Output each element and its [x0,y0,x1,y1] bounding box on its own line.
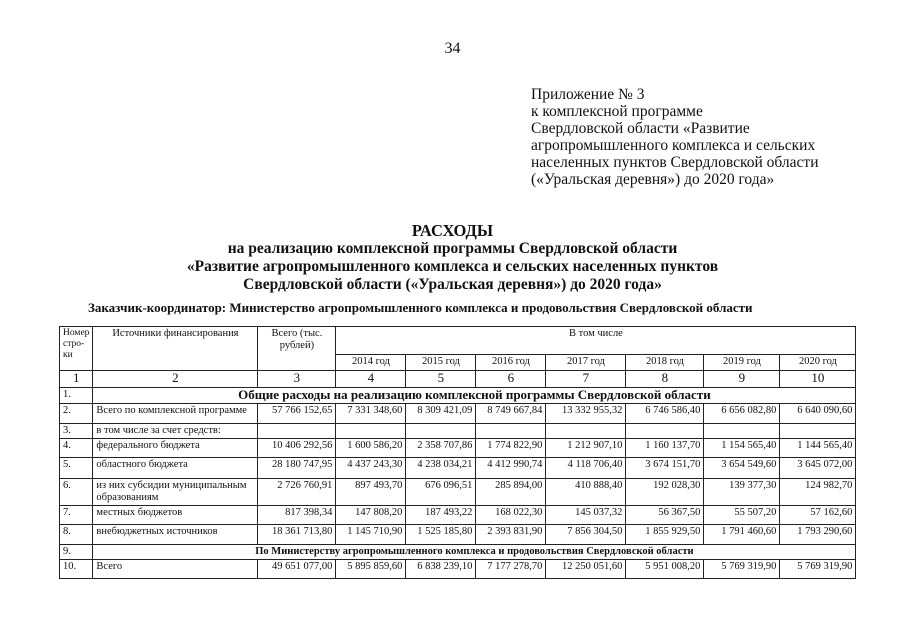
year-value: 1 774 822,90 [476,439,546,458]
year-value [476,424,546,439]
header-year: 2016 год [476,355,546,371]
year-value: 7 177 278,70 [476,560,546,579]
document-title [0,222,905,294]
year-value: 55 507,20 [704,506,780,525]
year-value [780,424,856,439]
year-value [336,424,406,439]
year-value: 124 982,70 [780,479,856,506]
section-title: Общие расходы на реализацию комплексной программы Свердловской области [93,388,856,404]
table-row [60,560,856,579]
row-number: 7. [60,506,93,525]
year-value: 1 793 290,60 [780,525,856,545]
year-value: 3 645 072,00 [780,458,856,479]
year-value [626,424,704,439]
column-number: 9 [704,371,780,388]
year-value: 56 367,50 [626,506,704,525]
header-source: Источники финансирования [93,327,258,371]
header-row-number: Номер стро-ки [60,327,93,371]
row-number: 5. [60,458,93,479]
year-value: 6 838 239,10 [406,560,476,579]
table-row [60,506,856,525]
year-value: 4 437 243,30 [336,458,406,479]
year-value: 187 493,22 [406,506,476,525]
header-year: 2019 год [704,355,780,371]
year-value: 676 096,51 [406,479,476,506]
year-value: 1 212 907,10 [546,439,626,458]
appendix-note [531,86,819,188]
header-total: Всего (тыс. рублей) [258,327,336,371]
expenses-table [59,326,856,579]
year-value: 57 162,60 [780,506,856,525]
appendix-line: к комплексной программе [531,103,703,120]
year-value: 410 888,40 [546,479,626,506]
year-value: 1 154 565,40 [704,439,780,458]
year-value: 145 037,32 [546,506,626,525]
year-value: 2 393 831,90 [476,525,546,545]
header-including: В том числе [336,327,856,355]
table-row [60,525,856,545]
total-value: 57 766 152,65 [258,404,336,424]
table-row [60,479,856,506]
year-value: 3 654 549,60 [704,458,780,479]
total-value: 28 180 747,95 [258,458,336,479]
section-row [60,388,856,404]
table-row [60,458,856,479]
year-value: 7 856 304,50 [546,525,626,545]
header-year: 2015 год [406,355,476,371]
year-value: 5 951 008,20 [626,560,704,579]
customer-coordinator: Заказчик-координатор: Министерство агропромышленного комплекса и продовольствия Свердловской области [88,300,753,315]
year-value: 1 791 460,60 [704,525,780,545]
row-number: 6. [60,479,93,506]
appendix-line: населенных пунктов Свердловской области [531,154,819,171]
appendix-line: Приложение № 3 [531,86,645,103]
page-number: 34 [444,40,461,57]
year-value: 4 238 034,21 [406,458,476,479]
year-value: 8 749 667,84 [476,404,546,424]
row-number: 1. [60,388,93,404]
total-value: 817 398,34 [258,506,336,525]
funding-source: Всего [93,560,258,579]
year-value: 1 855 929,50 [626,525,704,545]
year-value: 5 769 319,90 [780,560,856,579]
year-value: 285 894,00 [476,479,546,506]
column-number: 6 [476,371,546,388]
year-value: 139 377,30 [704,479,780,506]
table-row [60,424,856,439]
year-value [406,424,476,439]
funding-source: областного бюджета [93,458,258,479]
column-number: 4 [336,371,406,388]
column-number: 8 [626,371,704,388]
header-year: 2018 год [626,355,704,371]
table-row [60,404,856,424]
year-value: 6 656 082,80 [704,404,780,424]
year-value: 4 118 706,40 [546,458,626,479]
column-number: 3 [258,371,336,388]
row-number: 8. [60,525,93,545]
column-number: 5 [406,371,476,388]
funding-source: внебюджетных источников [93,525,258,545]
column-number: 7 [546,371,626,388]
appendix-line: агропромышленного комплекса и сельских [531,137,816,154]
appendix-line: Свердловской области «Развитие [531,120,750,137]
table-row [60,439,856,458]
year-value: 192 028,30 [626,479,704,506]
column-number: 1 [60,371,93,388]
funding-source: Всего по комплексной программе [93,404,258,424]
year-value: 3 674 151,70 [626,458,704,479]
section-title: По Министерству агропромышленного комплекса и продовольствия Свердловской области [93,545,856,560]
year-value [546,424,626,439]
year-value: 897 493,70 [336,479,406,506]
year-value: 6 640 090,60 [780,404,856,424]
year-value: 168 022,30 [476,506,546,525]
funding-source: в том числе за счет средств: [93,424,258,439]
year-value: 1 525 185,80 [406,525,476,545]
year-value: 7 331 348,60 [336,404,406,424]
year-value: 2 358 707,86 [406,439,476,458]
year-value: 1 160 137,70 [626,439,704,458]
total-value: 10 406 292,56 [258,439,336,458]
column-number: 10 [780,371,856,388]
title-line: Свердловской области («Уральская деревня») до 2020 года» [243,276,662,293]
row-number: 3. [60,424,93,439]
year-value [704,424,780,439]
title-line: на реализацию комплексной программы Свердловской области [227,240,678,257]
appendix-line: («Уральская деревня») до 2020 года» [531,171,775,188]
year-value: 1 600 586,20 [336,439,406,458]
title-main: РАСХОДЫ [411,221,494,240]
funding-source: местных бюджетов [93,506,258,525]
column-number: 2 [93,371,258,388]
funding-source: федерального бюджета [93,439,258,458]
year-value: 5 895 859,60 [336,560,406,579]
year-value: 1 145 710,90 [336,525,406,545]
year-value: 8 309 421,09 [406,404,476,424]
row-number: 10. [60,560,93,579]
row-number: 2. [60,404,93,424]
title-line: «Развитие агропромышленного комплекса и сельских населенных пунктов [186,258,719,275]
section-row [60,545,856,560]
total-value [258,424,336,439]
header-year: 2020 год [780,355,856,371]
total-value: 2 726 760,91 [258,479,336,506]
total-value: 18 361 713,80 [258,525,336,545]
year-value: 5 769 319,90 [704,560,780,579]
header-year: 2017 год [546,355,626,371]
header-year: 2014 год [336,355,406,371]
year-value: 12 250 051,60 [546,560,626,579]
year-value: 13 332 955,32 [546,404,626,424]
funding-source: из них субсидии муниципальным образованиям [93,479,258,506]
row-number: 4. [60,439,93,458]
year-value: 4 412 990,74 [476,458,546,479]
year-value: 6 746 586,40 [626,404,704,424]
column-numbers-row [60,371,856,388]
year-value: 147 808,20 [336,506,406,525]
total-value: 49 651 077,00 [258,560,336,579]
year-value: 1 144 565,40 [780,439,856,458]
row-number: 9. [60,545,93,560]
